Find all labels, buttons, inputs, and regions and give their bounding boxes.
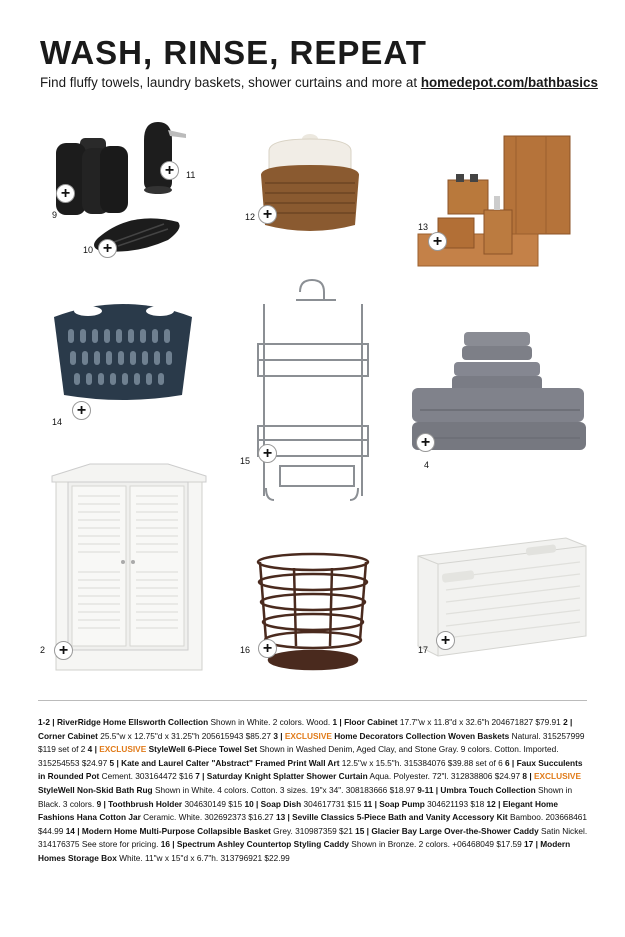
add-item-9-button[interactable]: + (56, 184, 75, 203)
entry-number: 9-11 | (417, 784, 441, 795)
entry-name: Kate and Laurel Calter "Abstract" Framed Print Wall Art (121, 757, 340, 768)
item-number-11: 11 (186, 170, 196, 180)
entry-number: 13 | (275, 812, 293, 823)
entry-name: Glacier Bay Large Over-the-Shower Caddy (371, 825, 539, 836)
entry-name: Umbra Touch Collection (440, 784, 536, 795)
entry-details: 304621193 $18 (424, 798, 487, 809)
entry-name: Soap Dish (260, 798, 302, 809)
entry-number: 14 | (65, 825, 82, 836)
entry-details: Grey. 310987359 $21 (270, 825, 356, 836)
corner-cabinet-image (50, 462, 208, 674)
product-descriptions (38, 716, 590, 866)
add-item-14-button[interactable]: + (72, 401, 91, 420)
entry-name: Spectrum Ashley Countertop Styling Caddy (176, 839, 349, 850)
subheading (40, 75, 598, 90)
product-corner-cabinet (50, 462, 208, 674)
description-entry (110, 758, 505, 768)
entry-details: 12.5"w x 15.5"h. 315384076 $39.88 set of 6 (339, 757, 506, 768)
entry-details: 304630149 $15 (182, 798, 245, 809)
item-number-2: 2 (40, 645, 46, 655)
page-title: WASH, RINSE, REPEAT (40, 34, 427, 71)
exclusive-badge: EXCLUSIVE (99, 744, 149, 755)
entry-number: 15 | (355, 825, 372, 836)
item-number-13: 13 (418, 222, 429, 232)
entry-details: Ceramic. White. 302692373 $16.27 (140, 812, 276, 823)
entry-details: 17.7"w x 11.8"d x 32.6"h 204671827 $79.91 (397, 717, 564, 727)
item-number-15: 15 (240, 456, 251, 466)
product-bamboo-kit (416, 130, 576, 275)
description-entry (38, 717, 333, 727)
entry-details: Aqua. Polyester. 72"l. 312838806 $24.97 (367, 771, 523, 782)
add-item-11-button[interactable]: + (160, 161, 179, 180)
exclusive-badge: EXCLUSIVE (284, 730, 335, 741)
entry-number: 12 | (486, 798, 503, 809)
entry-details: Bamboo. 203668461 $44.99 (38, 812, 588, 836)
subhead-text: Find fluffy towels, laundry baskets, shower curtains and more at (40, 75, 421, 90)
entry-number: 4 | (87, 744, 100, 755)
entry-name: StyleWell 6-Piece Towel Set (148, 744, 258, 755)
entry-details: Natural. 315257999 $119 set of 2 (38, 730, 585, 755)
entry-name: Modern Home Multi-Purpose Collapsible Basket (81, 825, 271, 836)
entry-name: Home Decorators Collection Woven Baskets (334, 730, 510, 741)
entry-name: Seville Classics 5-Piece Bath and Vanity Accessory Kit (292, 812, 508, 823)
add-item-17-button[interactable]: + (436, 631, 455, 650)
description-entry (66, 826, 355, 836)
entry-number: 9 | (96, 798, 109, 809)
entry-details: Cement. 303164472 $16 (99, 771, 196, 782)
entry-number: 1 | (332, 717, 345, 727)
entry-number: 11 | (363, 798, 380, 809)
add-item-12-button[interactable]: + (258, 205, 277, 224)
item-number-16: 16 (240, 645, 251, 655)
entry-details: Shown in White. 4 colors. Cotton. 3 sizes. 19"x 34". 308183666 $18.97 (152, 784, 418, 795)
description-entry (364, 799, 487, 809)
description-entry (195, 771, 522, 781)
add-item-15-button[interactable]: + (258, 444, 277, 463)
entry-name: RiverRidge Home Ellsworth Collection (56, 717, 209, 727)
entry-name: Floor Cabinet (344, 717, 398, 727)
product-towel-set (410, 330, 588, 452)
add-item-10-button[interactable]: + (98, 239, 117, 258)
entry-name: Modern Homes Storage Box (38, 839, 571, 863)
add-item-4-button[interactable]: + (416, 433, 435, 452)
towel-set-image (410, 330, 588, 452)
entry-number: 1-2 | (38, 717, 57, 727)
entry-number: 10 | (244, 798, 261, 809)
entry-number: 17 | (524, 839, 541, 850)
item-number-4: 4 (424, 460, 430, 470)
product-shower-caddy (252, 278, 374, 510)
add-item-16-button[interactable]: + (258, 639, 277, 658)
product-collapsible-basket (48, 295, 198, 405)
entry-details: Satin Nickel. 314176375 See store for pricing. (38, 825, 588, 850)
entry-name: Faux Succulents in Rounded Pot (38, 757, 583, 782)
bathbasics-link[interactable]: homedepot.com/bathbasics (420, 75, 598, 90)
entry-details: 25.5"w x 12.75"d x 31.25"h 205615943 $85.27 (97, 730, 274, 741)
add-item-2-button[interactable]: + (54, 641, 73, 660)
description-entry (333, 717, 564, 727)
item-number-12: 12 (245, 212, 256, 222)
bamboo-kit-image (416, 130, 576, 275)
exclusive-badge: EXCLUSIVE (533, 771, 581, 782)
entry-name: Toothbrush Holder (108, 798, 183, 809)
entry-details: Shown in Black. 3 colors. (38, 784, 573, 809)
section-divider (38, 700, 587, 701)
entry-number: 3 | (273, 730, 285, 741)
entry-number: 6 | (505, 757, 517, 768)
item-number-9: 9 (52, 210, 58, 220)
entry-name: Elegant Home Fashions Hana Cotton Jar (38, 798, 559, 823)
entry-details: 304617731 $15 (301, 798, 364, 809)
description-entry (244, 799, 363, 809)
entry-number: 16 | (160, 839, 177, 850)
entry-name: StyleWell Non-Skid Bath Rug (38, 784, 153, 795)
entry-details: White. 11"w x 15"d x 6.7"h. 313796921 $22.99 (116, 852, 290, 863)
add-item-13-button[interactable]: + (428, 232, 447, 251)
entry-name: Soap Pump (379, 798, 425, 809)
entry-number: 8 | (522, 771, 534, 782)
entry-details: Shown in Washed Denim, Aged Clay, and Stone Gray. 9 colors. Cotton. Imported. 315254553 $24.97 (38, 744, 559, 768)
item-number-14: 14 (52, 417, 63, 427)
entry-details: Shown in Bronze. 2 colors. +06468049 $17.59 (348, 839, 525, 850)
entry-name: Saturday Knight Splatter Shower Curtain (206, 771, 368, 782)
entry-name: Corner Cabinet (38, 730, 98, 741)
item-number-10: 10 (83, 245, 94, 255)
collapsible-basket-image (48, 295, 198, 405)
entry-number: 2 | (563, 717, 573, 727)
item-number-17: 17 (418, 645, 429, 655)
entry-details: Shown in White. 2 colors. Wood. (208, 717, 333, 727)
description-entry (97, 799, 245, 809)
entry-number: 7 | (195, 771, 207, 782)
entry-number: 5 | (109, 757, 122, 768)
shower-caddy-image (252, 278, 374, 510)
description-entry (161, 839, 524, 849)
